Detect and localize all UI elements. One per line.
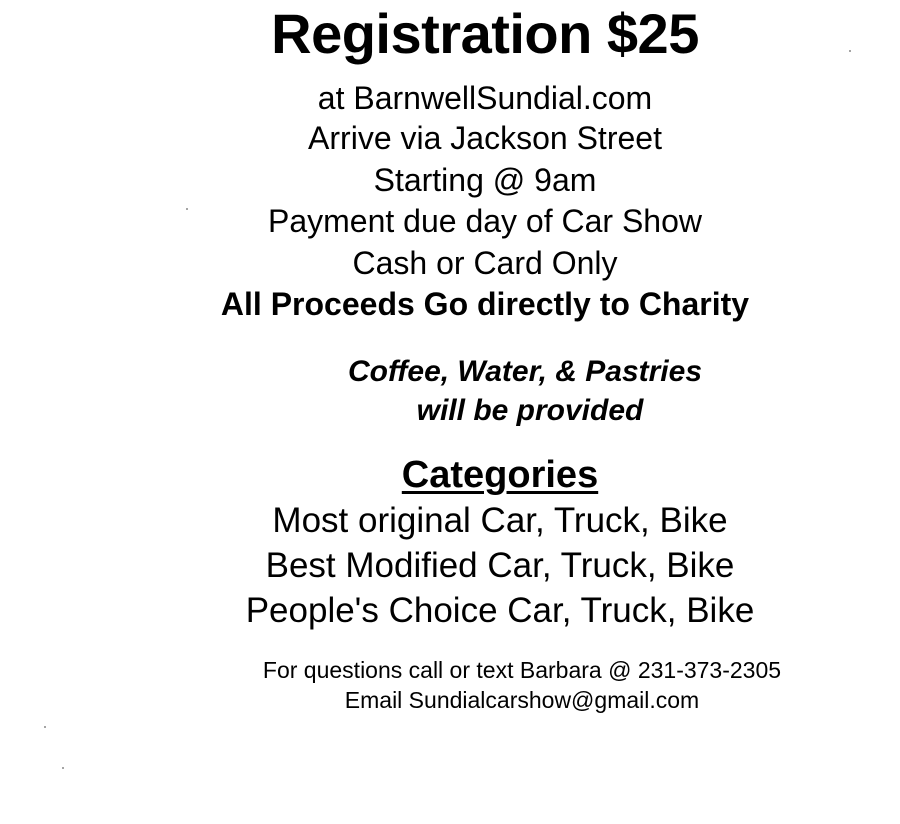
category-item: People's Choice Car, Truck, Bike [245, 591, 755, 630]
website-line: at BarnwellSundial.com [317, 80, 653, 116]
category-item: Most original Car, Truck, Bike [272, 501, 728, 540]
arrival-line: Arrive via Jackson Street [308, 120, 662, 156]
contact-phone-line: For questions call or text Barbara @ 231-373-2305 [262, 657, 782, 683]
registration-title: Registration $25 [271, 2, 699, 65]
payment-line: Payment due day of Car Show [267, 203, 702, 239]
payment-method-line: Cash or Card Only [352, 245, 618, 281]
category-item: Best Modified Car, Truck, Bike [265, 546, 735, 585]
refreshments-line: Coffee, Water, & Pastries [347, 355, 703, 388]
scan-speck [62, 767, 64, 769]
scan-speck [44, 726, 46, 728]
scan-speck [849, 50, 851, 52]
categories-heading: Categories [401, 454, 599, 496]
refreshments-provided-line: will be provided [416, 394, 644, 427]
start-time-line: Starting @ 9am [373, 162, 597, 198]
charity-line: All Proceeds Go directly to Charity [220, 286, 750, 322]
scan-speck [186, 208, 188, 210]
contact-email-line: Email Sundialcarshow@gmail.com [344, 687, 700, 713]
